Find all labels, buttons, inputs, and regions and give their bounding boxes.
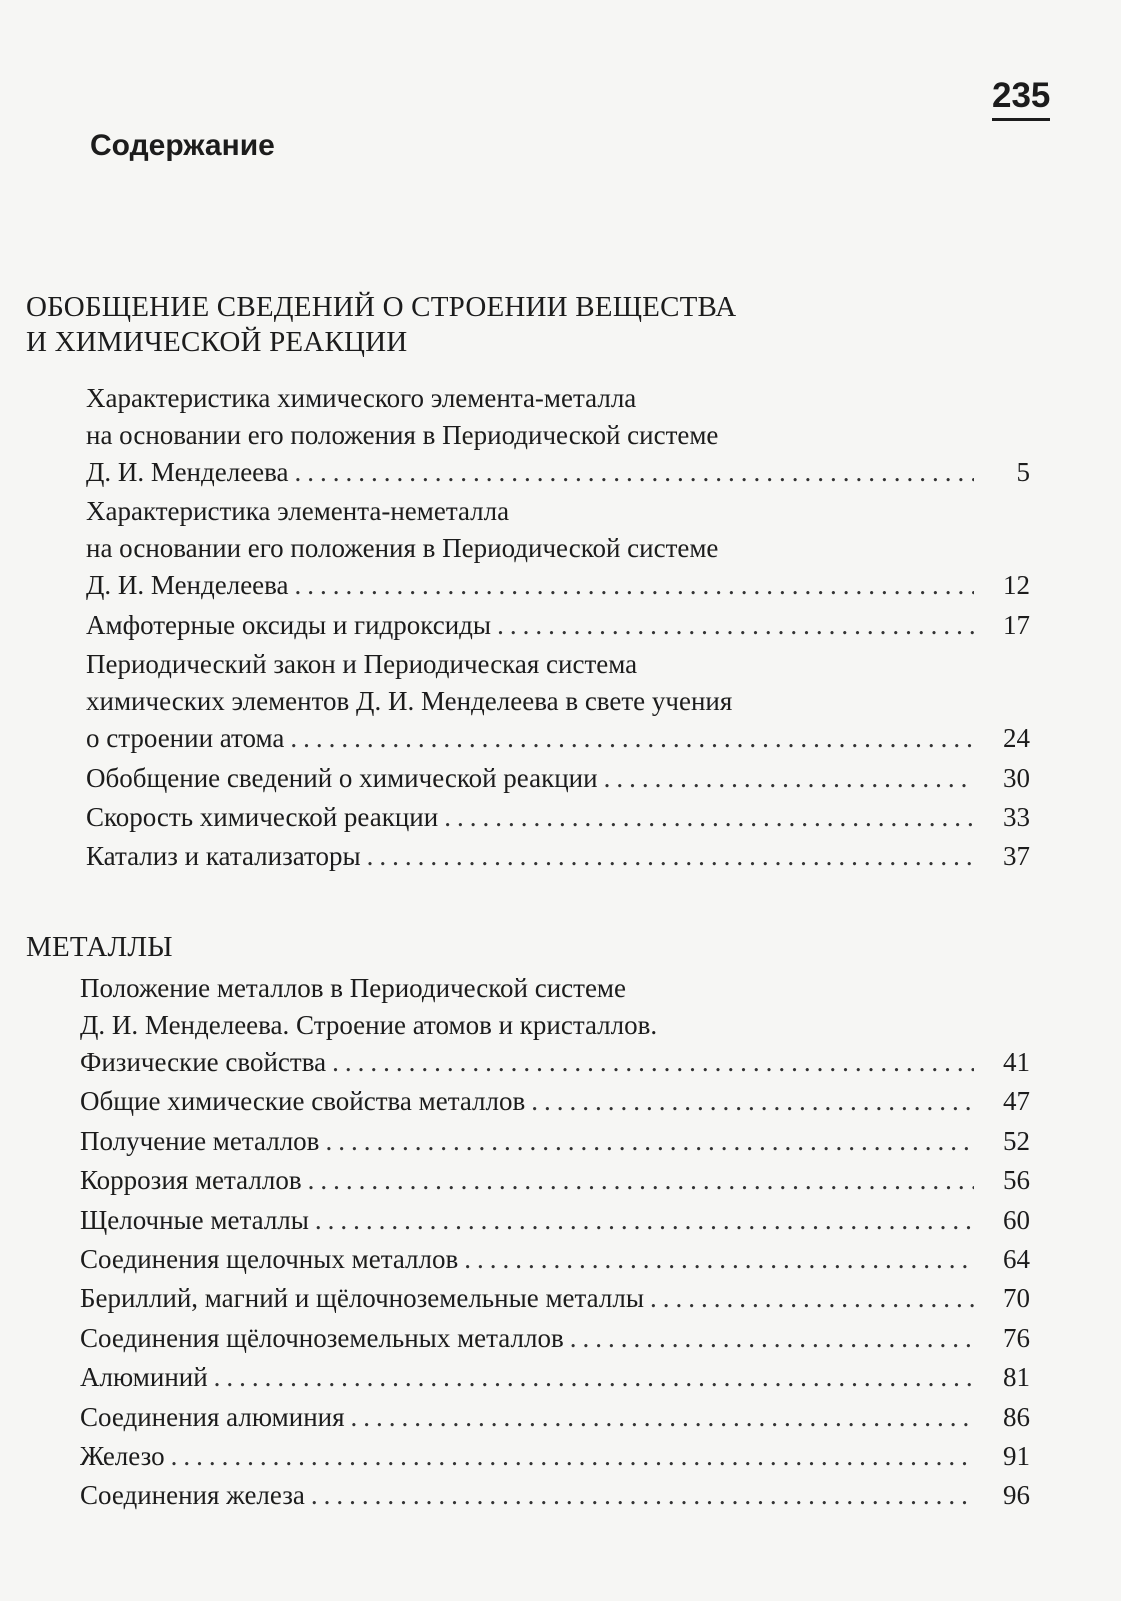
toc-entry (80, 1320, 1030, 1357)
toc-entry-final-line (86, 838, 1030, 875)
toc-entry-text: Алюминий (80, 1362, 208, 1393)
toc-page-number: 17 (1003, 609, 1030, 640)
dot-leader (315, 1202, 974, 1239)
toc-entry (80, 1359, 1030, 1396)
toc-entry-line (86, 380, 1030, 417)
toc-entry-text: Амфотерные оксиды и гидроксиды (86, 609, 492, 640)
toc-entry-final-line (80, 1241, 1030, 1278)
contents-heading: Содержание (90, 129, 275, 162)
dot-leader (497, 607, 974, 644)
toc-entry-final-line (80, 1280, 1030, 1317)
toc-entry-text: на основании его положения в Периодической системе (86, 533, 719, 564)
toc-page-number: 56 (1003, 1165, 1030, 1196)
toc-entry-text: Скорость химической реакции (86, 802, 439, 832)
toc-entry-text: Характеристика элемента-неметалла (86, 496, 510, 527)
toc-page-number: 76 (1003, 1322, 1030, 1353)
toc-entry-final-line (80, 1123, 1030, 1160)
toc-entry-text: Характеристика химического элемента-металла (86, 383, 637, 413)
toc-entry-text: Положение металлов в Периодической системе (80, 973, 626, 1003)
dot-leader (367, 838, 974, 875)
toc-entry-text: Д. И. Менделеева (86, 457, 289, 487)
toc-entry-text: Общие химические свойства металлов (80, 1086, 526, 1117)
section-title-line: ОБОБЩЕНИЕ СВЕДЕНИЙ О СТРОЕНИИ ВЕЩЕСТВА (26, 291, 737, 323)
dot-leader (464, 1241, 974, 1278)
toc-page-number: 24 (1003, 723, 1030, 754)
toc-entry (80, 1280, 1030, 1317)
toc-entry-line (86, 417, 1030, 454)
dot-leader (214, 1359, 974, 1396)
toc-page-number: 12 (1003, 570, 1030, 601)
toc-entry (86, 607, 1030, 644)
toc-entry-final-line (86, 799, 1030, 836)
toc-entry (86, 493, 1030, 604)
toc-entry (80, 970, 1030, 1081)
dot-leader (171, 1438, 974, 1475)
toc-page-number: 47 (1003, 1086, 1030, 1117)
toc-entry (86, 380, 1030, 491)
toc-entry-final-line (86, 454, 1030, 491)
toc-entry-text: Обобщение сведений о химической реакции (86, 762, 598, 793)
toc-entry-final-line (80, 1044, 1030, 1081)
toc-entry-text: Железо (80, 1441, 165, 1471)
toc-entry-final-line (80, 1477, 1030, 1514)
toc-entry-text: Соединения щёлочноземельных металлов (80, 1322, 564, 1353)
dot-leader (650, 1280, 974, 1317)
toc-page-number: 64 (1003, 1244, 1030, 1274)
dot-leader (332, 1044, 974, 1081)
toc-entry-text: Коррозия металлов (80, 1165, 302, 1196)
toc-entry-text: Соединения щелочных металлов (80, 1244, 459, 1274)
toc-page-number: 52 (1003, 1125, 1030, 1156)
toc-entry (80, 1083, 1030, 1120)
toc-entry-line (86, 683, 1030, 720)
toc-entry-final-line (80, 1359, 1030, 1396)
toc-entry-final-line (80, 1202, 1030, 1239)
toc-entry (86, 760, 1030, 797)
toc-entry (80, 1438, 1030, 1475)
dot-leader (311, 1477, 974, 1514)
toc-entry-line (86, 493, 1030, 530)
toc-entry-final-line (86, 720, 1030, 757)
section-title (26, 290, 736, 360)
toc-entry-text: Катализ и катализаторы (86, 841, 361, 872)
toc-entry-line (80, 970, 1030, 1007)
toc-entry-final-line (80, 1320, 1030, 1357)
toc-entry-text: Д. И. Менделеева (86, 570, 289, 601)
dot-leader (531, 1083, 974, 1120)
toc-page-number: 37 (1003, 841, 1030, 872)
toc-entry-text: на основании его положения в Периодической системе (86, 420, 719, 450)
toc-entry-text: Соединения алюминия (80, 1401, 345, 1432)
toc-page-number: 81 (1003, 1362, 1030, 1393)
dot-leader (351, 1399, 974, 1436)
toc-page-number: 33 (1003, 802, 1030, 832)
toc-entry (80, 1162, 1030, 1199)
toc-entry (86, 799, 1030, 836)
toc-entry-final-line (80, 1162, 1030, 1199)
toc-entry-text: Соединения железа (80, 1480, 305, 1511)
toc-page-number: 96 (1003, 1480, 1030, 1511)
toc-entry-final-line (80, 1438, 1030, 1475)
toc-entry (80, 1241, 1030, 1278)
toc-page-number: 70 (1003, 1283, 1030, 1314)
toc-entry (86, 646, 1030, 757)
toc-entry-final-line (86, 607, 1030, 644)
dot-leader (444, 799, 974, 836)
toc-page-number: 86 (1003, 1401, 1030, 1432)
toc-entry-text: Щелочные металлы (80, 1204, 309, 1235)
dot-leader (295, 567, 974, 604)
toc-entry-text: Получение металлов (80, 1125, 320, 1156)
toc-entry (80, 1399, 1030, 1436)
dot-leader (290, 720, 974, 757)
toc-page-number: 91 (1003, 1441, 1030, 1471)
toc-entry (80, 1477, 1030, 1514)
dot-leader (325, 1123, 974, 1160)
toc-entry-final-line (80, 1399, 1030, 1436)
dot-leader (308, 1162, 974, 1199)
section-title-line: И ХИМИЧЕСКОЙ РЕАКЦИИ (26, 326, 408, 358)
toc-entry-text: Физические свойства (80, 1047, 327, 1077)
toc-page-number: 5 (1016, 457, 1030, 487)
toc-entry-line (86, 530, 1030, 567)
toc-entry-text: Бериллий, магний и щёлочноземельные металлы (80, 1283, 644, 1314)
toc-entry (80, 1202, 1030, 1239)
toc-entry-text: химических элементов Д. И. Менделеева в свете учения (86, 686, 733, 717)
toc-entry-text: Периодический закон и Периодическая система (86, 649, 638, 680)
toc-entry (80, 1123, 1030, 1160)
toc-entry-final-line (86, 567, 1030, 604)
section-title-line: МЕТАЛЛЫ (26, 931, 173, 963)
toc-entry-final-line (80, 1083, 1030, 1120)
toc-page-number: 41 (1003, 1047, 1030, 1077)
toc-entry-final-line (86, 760, 1030, 797)
toc-entry (86, 838, 1030, 875)
toc-entry-line (86, 646, 1030, 683)
toc-entry-text: о строении атома (86, 723, 285, 754)
toc-page-number: 60 (1003, 1204, 1030, 1235)
page-number: 235 (992, 76, 1050, 121)
dot-leader (570, 1320, 974, 1357)
toc-entry-line (80, 1007, 1030, 1044)
dot-leader (295, 454, 974, 491)
toc-page-number: 30 (1003, 762, 1030, 793)
toc-entry-text: Д. И. Менделеева. Строение атомов и кристаллов. (80, 1010, 658, 1040)
section-title (26, 930, 173, 965)
dot-leader (604, 760, 974, 797)
